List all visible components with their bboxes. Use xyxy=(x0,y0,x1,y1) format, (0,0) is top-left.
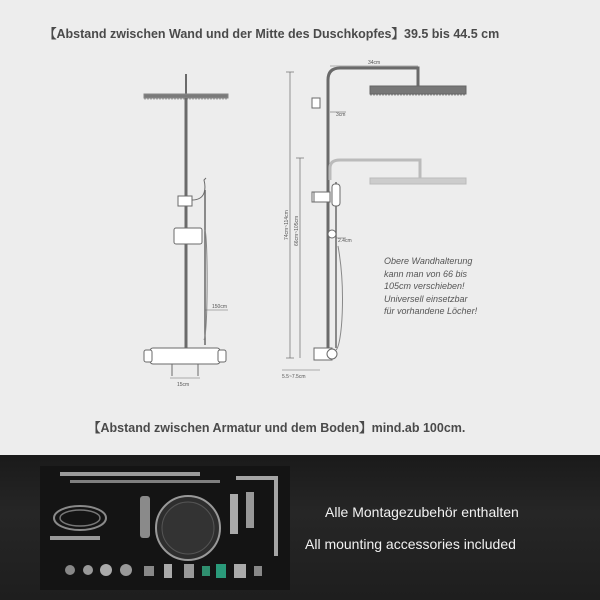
front-view xyxy=(144,74,228,378)
note-line: für vorhandene Löcher! xyxy=(384,306,478,316)
note-line: Universell einsetzbar xyxy=(384,293,468,304)
caption-german: Alle Montagezubehör enthalten xyxy=(325,504,519,520)
arm-width-label: 34cm xyxy=(368,60,381,66)
mixer-width-label: 15cm xyxy=(177,382,190,388)
wall-bracket-note xyxy=(384,255,514,318)
shower-head-front xyxy=(144,94,228,98)
note-line: 105cm verschieben! xyxy=(384,281,465,291)
height-range-a-label: 74cm~114cm xyxy=(284,210,290,240)
height-range-b-label: 66cm~105cm xyxy=(294,215,300,246)
note-line: kann man von 66 bis xyxy=(384,268,468,279)
mixer-front xyxy=(150,348,220,364)
wall-distance-heading: 【Abstand zwischen Wand und der Mitte des Duschkopfes】39.5 bis 44.5 cm xyxy=(44,27,500,41)
side-view xyxy=(282,66,466,370)
hand-holder-label: 150cm xyxy=(212,304,228,310)
wall-distance-label: 5.5~7.5cm xyxy=(282,374,306,380)
floor-distance-heading: 【Abstand zwischen Armatur und dem Boden】mind.ab 100cm. xyxy=(88,421,466,435)
note-line: Obere Wandhalterung xyxy=(384,256,473,266)
caption-english: All mounting accessories included xyxy=(305,536,516,552)
rod-diameter-label: 2.4cm xyxy=(338,238,352,244)
arm-offset-label: 3cm xyxy=(336,112,346,118)
shower-head-top xyxy=(370,86,466,94)
accessories-photo xyxy=(40,466,290,590)
